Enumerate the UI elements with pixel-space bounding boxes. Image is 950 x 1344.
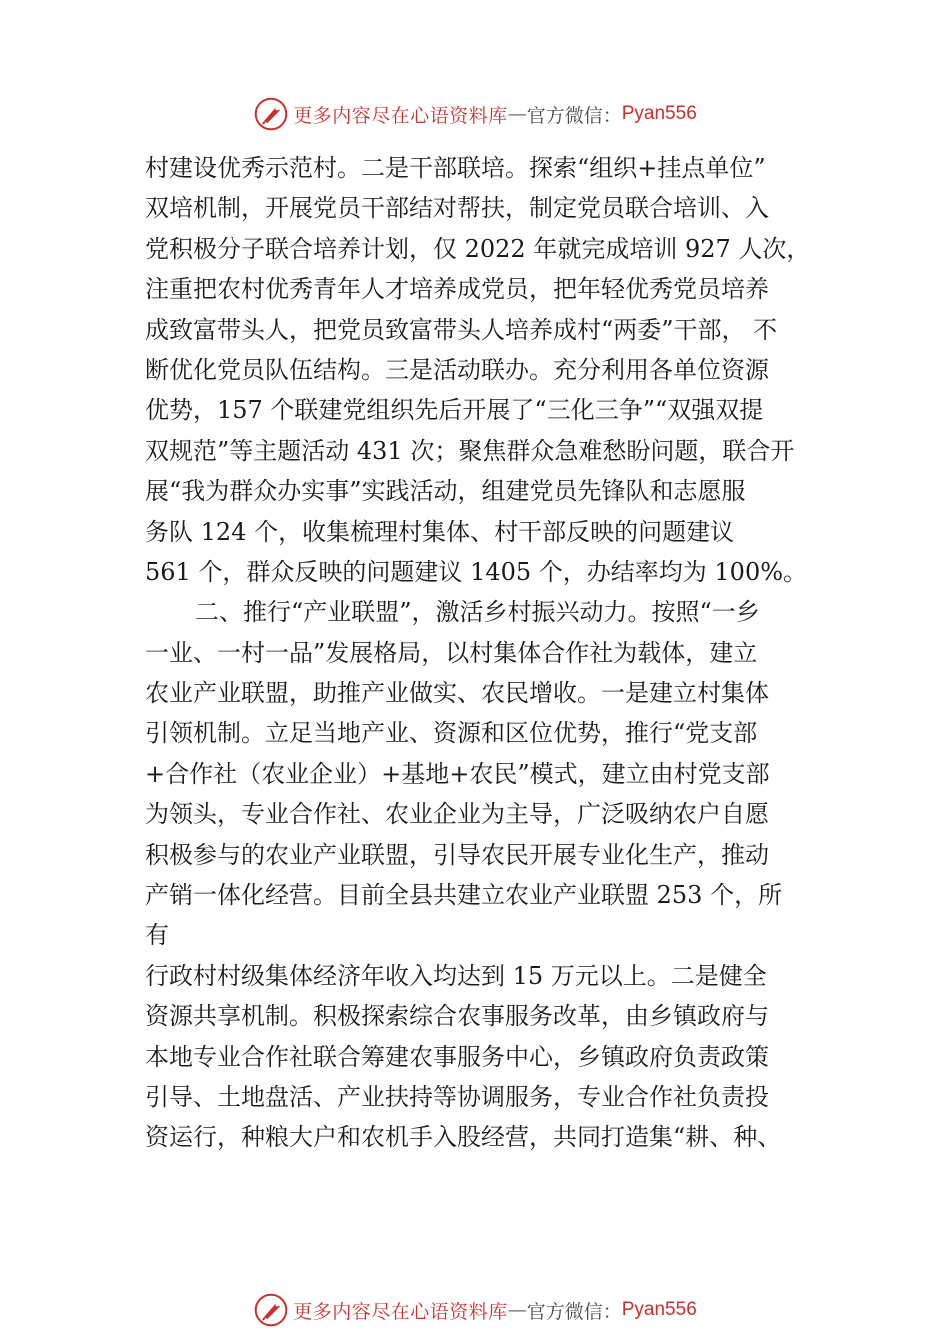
document-body xyxy=(145,148,825,1158)
text-line: 本地专业合作社联合筹建农事服务中心，乡镇政府负责政策 xyxy=(145,1042,769,1071)
text-line: 党积极分子联合培养计划，仅 2022 年就完成培训 927 人次， xyxy=(145,234,811,263)
pen-nib-logo-icon xyxy=(253,1292,289,1328)
banner-wechat-label: 官方微信： xyxy=(526,1300,622,1323)
text-line: 引导、土地盘活、产业扶持等协调服务，专业合作社负责投 xyxy=(145,1082,769,1111)
text-line: 村建设优秀示范村。二是干部联培。探索“组织+挂点单位” xyxy=(145,154,766,182)
text-line: 二、推行“产业联盟”，激活乡村振兴动力。按照“一乡 xyxy=(195,598,760,627)
text-line: 积极参与的农业产业联盟，引导农民开展专业化生产，推动 xyxy=(145,840,769,869)
banner-dash: — xyxy=(507,103,527,125)
text-line: 一业、一村一品”发展格局，以村集体合作社为载体，建立 xyxy=(145,638,758,667)
text-line: 资运行，种粮大户和农机手入股经营，共同打造集“耕、种、 xyxy=(145,1123,782,1152)
text-line: 断优化党员队伍结构。三是活动联办。充分利用各单位资源 xyxy=(145,355,769,384)
text-line: 双规范”等主题活动 431 次；聚焦群众急难愁盼问题，联合开 xyxy=(145,436,795,465)
pen-nib-logo-icon xyxy=(253,96,289,132)
text-line: 为领头，专业合作社、农业企业为主导，广泛吸纳农户自愿 xyxy=(145,800,769,829)
banner-wechat-id: Pyan556 xyxy=(621,1299,697,1320)
text-line: 资源共享机制。积极探索综合农事服务改革，由乡镇政府与 xyxy=(145,1002,769,1031)
text-line: 务队 124 个，收集梳理村集体、村干部反映的问题建议 xyxy=(145,517,735,546)
banner-site-name: 更多内容尽在心语资料库 xyxy=(293,1300,508,1323)
text-line: 展“我为群众办实事”实践活动，组建党员先锋队和志愿服 xyxy=(145,477,746,506)
text-line: 行政村村级集体经济年收入均达到 15 万元以上。二是健全 xyxy=(145,961,767,990)
text-line: 优势，157 个联建党组织先后开展了“三化三争”“双强双提 xyxy=(145,396,764,425)
text-line: 产销一体化经营。目前全县共建立农业产业联盟 253 个，所 xyxy=(145,881,783,910)
text-line: 农业产业联盟，助推产业做实、农民增收。一是建立村集体 xyxy=(145,679,769,708)
footer-banner xyxy=(0,1290,950,1330)
text-line: 注重把农村优秀青年人才培养成党员，把年轻优秀党员培养 xyxy=(145,275,769,304)
banner-dash: — xyxy=(507,1299,527,1321)
text-line: 561 个，群众反映的问题建议 1405 个，办结率均为 100%。 xyxy=(145,557,808,586)
text-line: 双培机制，开展党员干部结对帮扶，制定党员联合培训、入 xyxy=(145,194,769,223)
header-banner xyxy=(0,94,950,134)
banner-wechat-id: Pyan556 xyxy=(621,103,697,124)
banner-wechat-label: 官方微信： xyxy=(526,104,622,127)
text-line: 引领机制。立足当地产业、资源和区位优势，推行“党支部 xyxy=(145,719,758,748)
text-line: 成致富带头人，把党员致富带头人培养成村“两委”干部， 不 xyxy=(145,315,778,344)
text-line: +合作社（农业企业）+基地+农民”模式，建立由村党支部 xyxy=(145,759,770,788)
text-line: 有 xyxy=(145,921,169,950)
banner-site-name: 更多内容尽在心语资料库 xyxy=(293,104,508,127)
